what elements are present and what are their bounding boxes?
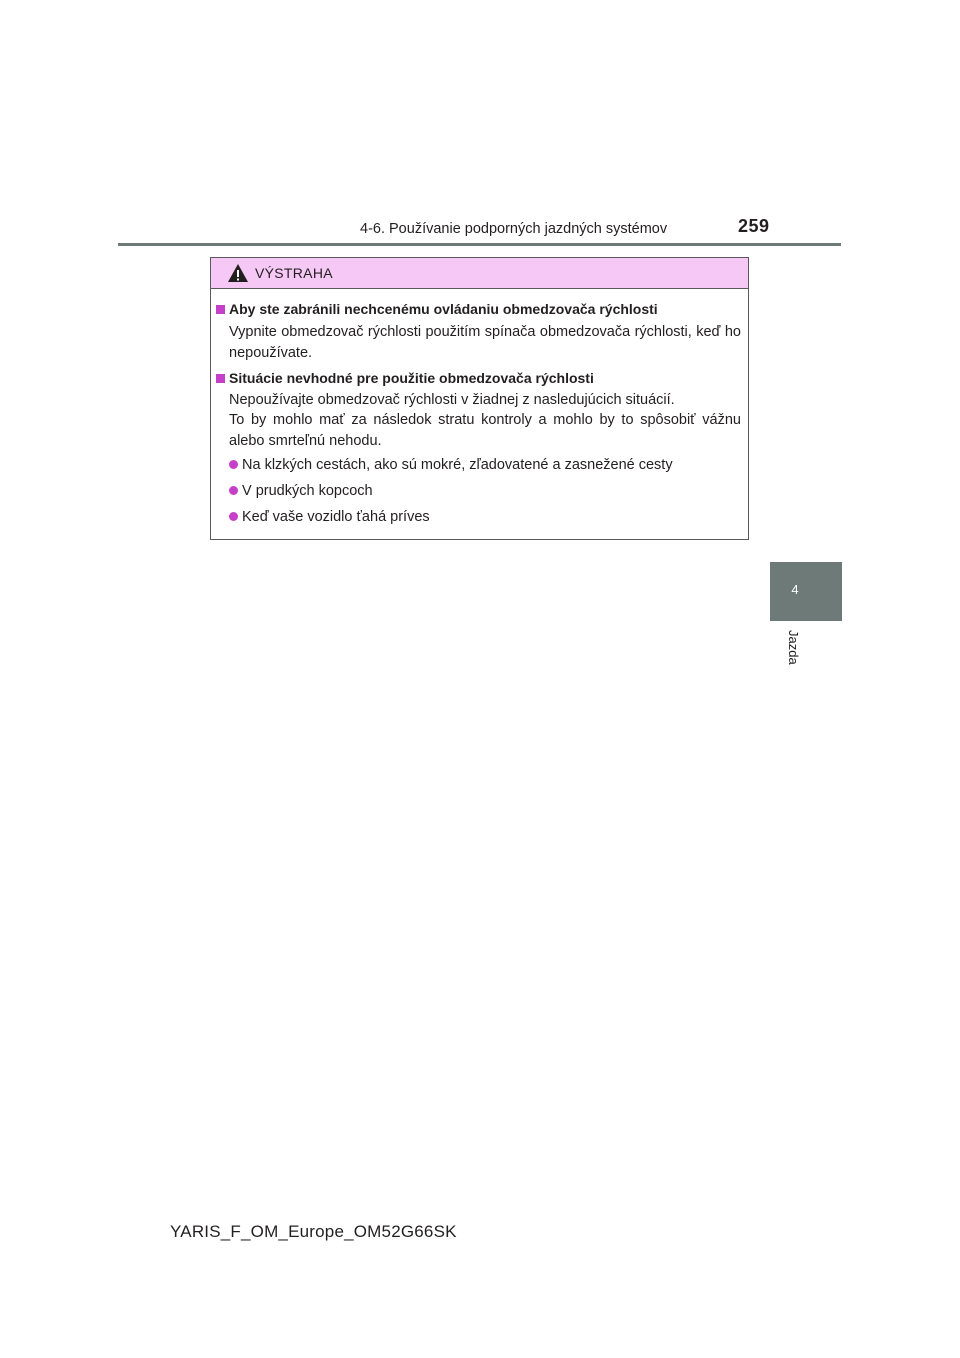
list-item: [229, 457, 673, 473]
chapter-number: 4: [791, 582, 799, 597]
chapter-label: [786, 630, 806, 690]
section-title: 4-6. Používanie podporných jazdných systémov: [360, 221, 668, 237]
dot-bullet-icon: [229, 460, 238, 469]
list-item: [229, 483, 373, 499]
page-number: 259: [738, 216, 770, 236]
square-bullet-icon: [216, 374, 225, 383]
square-bullet-icon: [216, 305, 225, 314]
paragraph: To by mohlo mať za následok stratu kontroly a mohlo by to spôsobiť vážnu alebo smrteľnú nehodu.: [229, 412, 741, 449]
chapter-tab: [770, 562, 842, 621]
section-heading: [216, 301, 658, 317]
warning-title: VÝSTRAHA: [255, 265, 333, 281]
warning-header: [211, 258, 748, 289]
dot-bullet-icon: [229, 486, 238, 495]
header-divider: [118, 243, 841, 246]
section-heading-text: Aby ste zabránili nechcenému ovládaniu obmedzovača rýchlosti: [229, 301, 658, 317]
chapter-label-text: Jazda: [786, 630, 801, 665]
section-heading: [216, 370, 594, 386]
warning-box: [210, 257, 749, 540]
paragraph: Nepoužívajte obmedzovač rýchlosti v žiadnej z nasledujúcich situácií.: [229, 392, 675, 408]
list-item-text: Na klzkých cestách, ako sú mokré, zľadovatené a zasnežené cesty: [242, 457, 673, 473]
warning-triangle-icon: [227, 263, 249, 283]
paragraph: Vypnite obmedzovač rýchlosti použitím spínača obmedzovača rýchlosti, keď ho nepoužívate.: [229, 324, 741, 361]
dot-bullet-icon: [229, 512, 238, 521]
list-item: [229, 509, 430, 525]
list-item-text: V prudkých kopcoch: [242, 483, 373, 499]
list-item-text: Keď vaše vozidlo ťahá príves: [242, 509, 430, 525]
section-heading-text: Situácie nevhodné pre použitie obmedzovača rýchlosti: [229, 370, 594, 386]
document-code: YARIS_F_OM_Europe_OM52G66SK: [170, 1222, 457, 1241]
